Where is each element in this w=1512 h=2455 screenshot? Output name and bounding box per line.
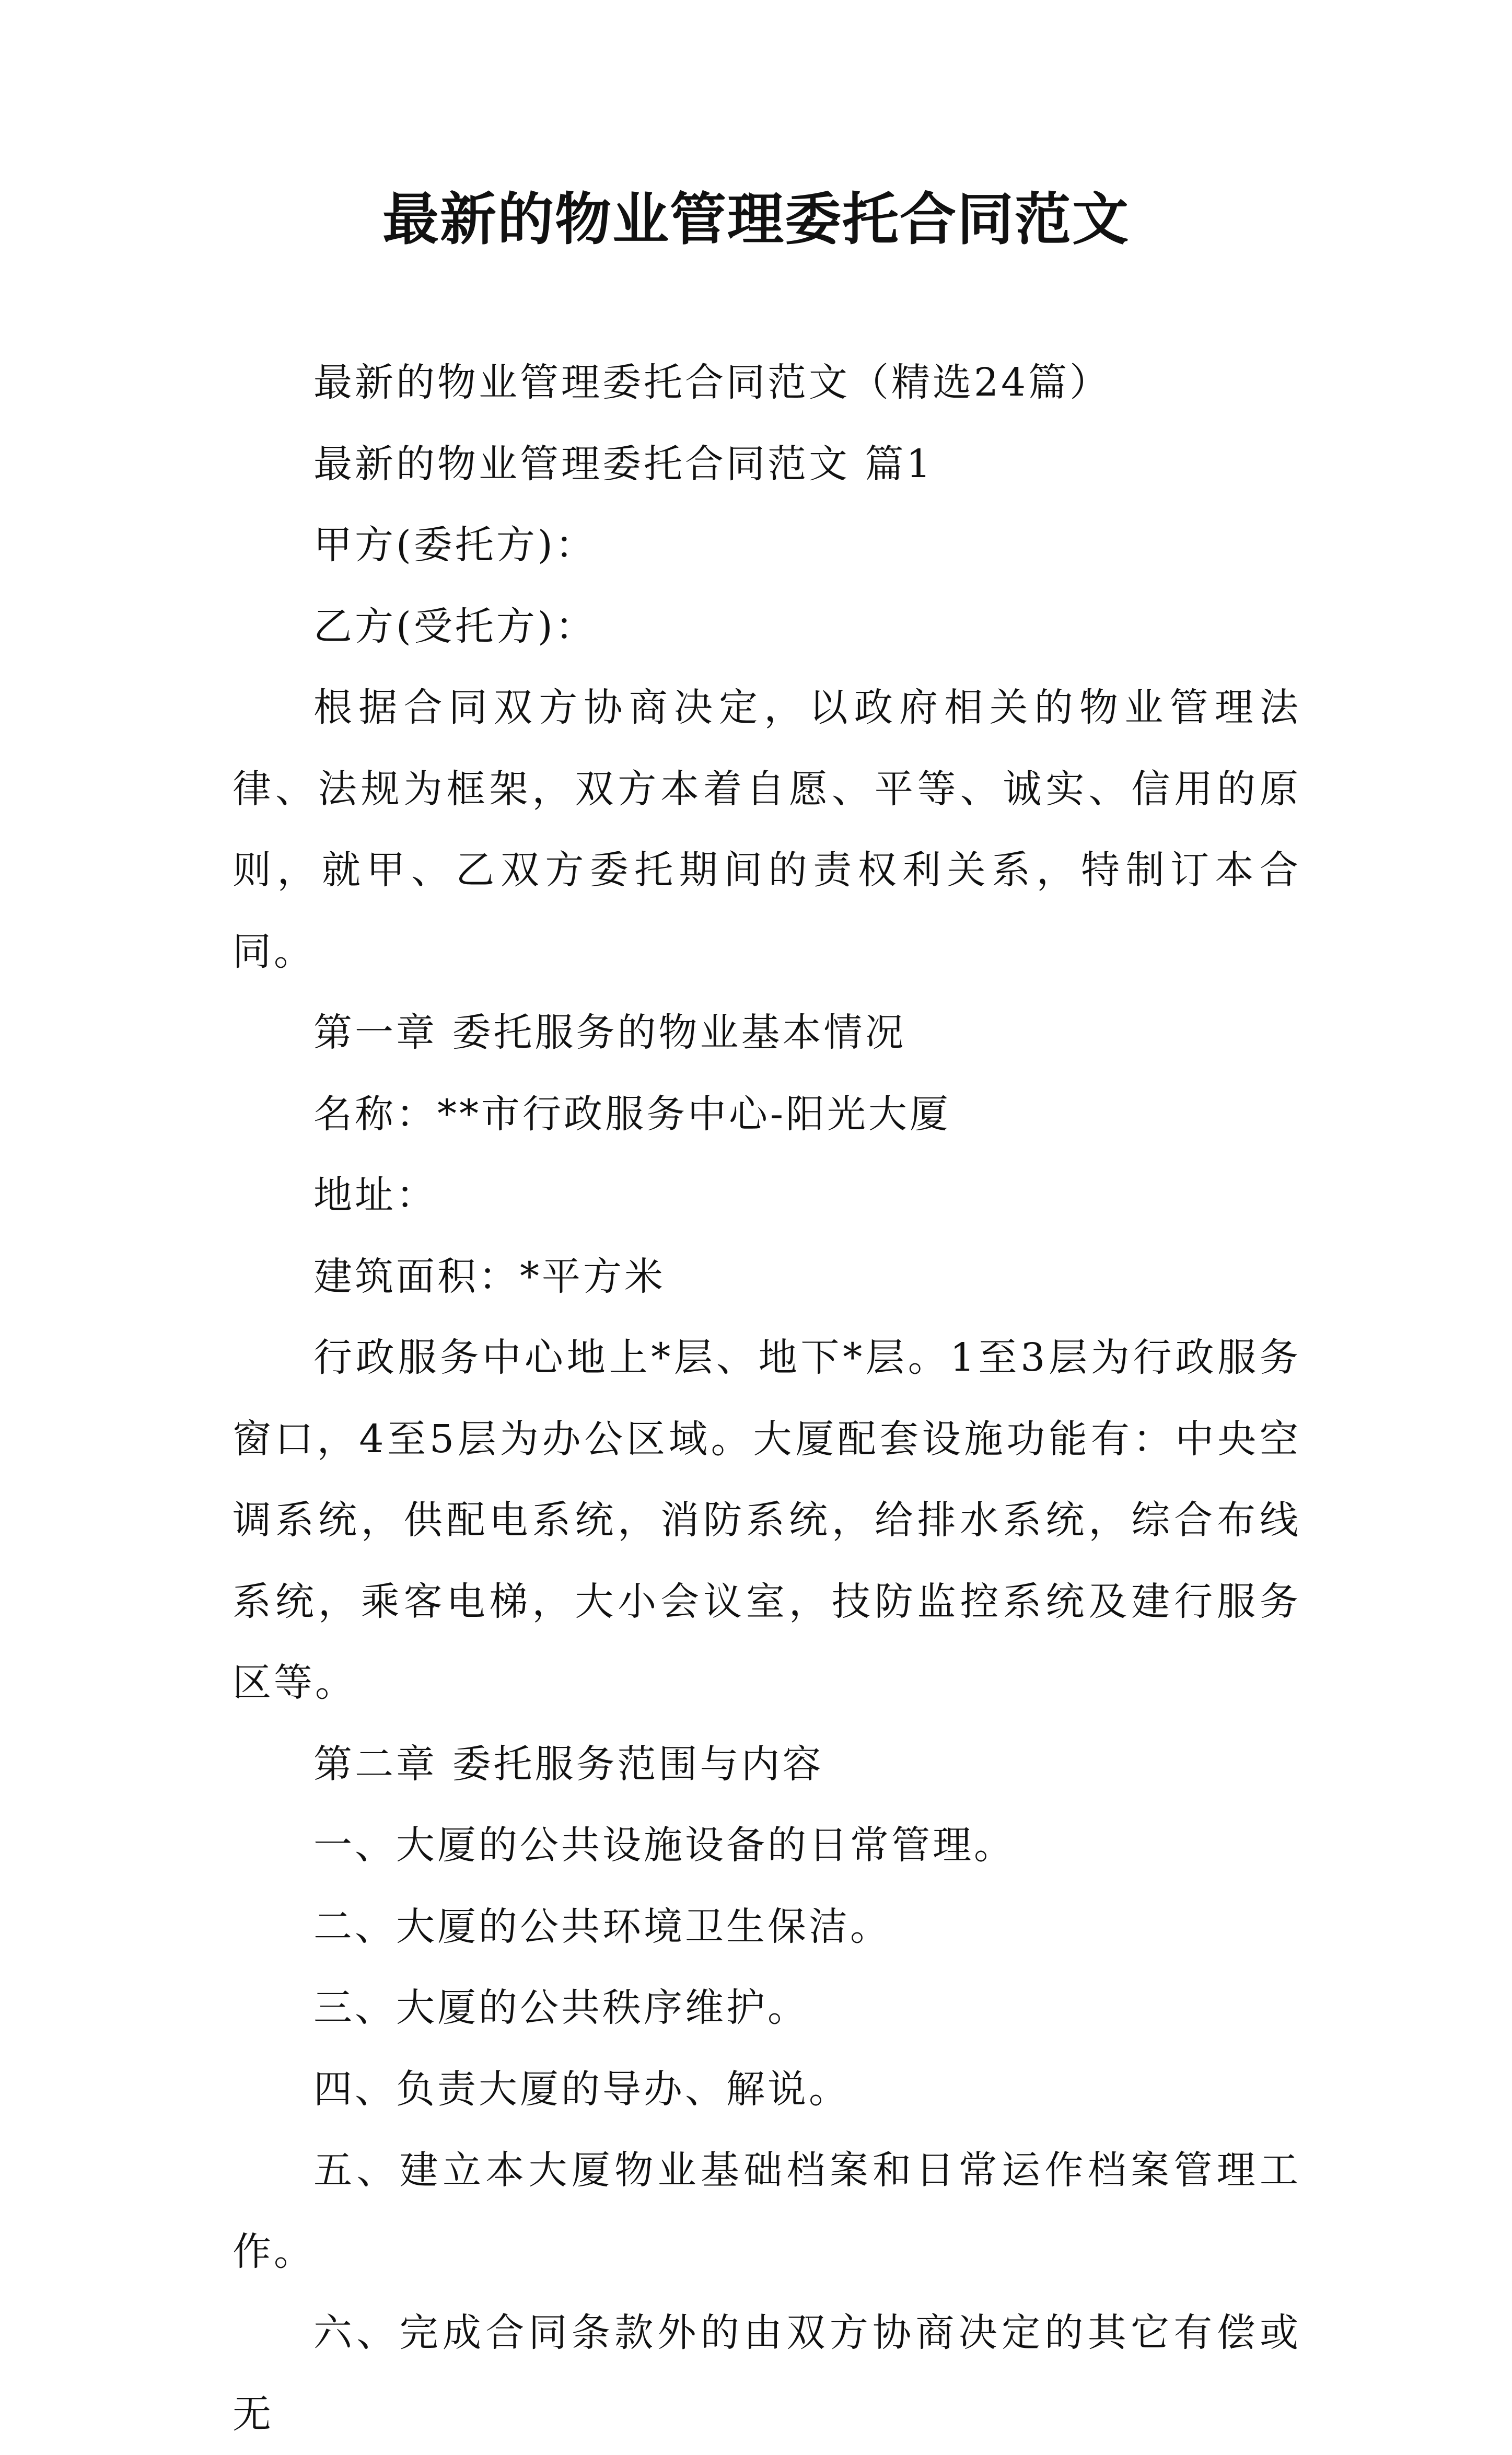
paragraph-subtitle: 最新的物业管理委托合同范文（精选24篇） <box>313 360 1111 405</box>
document-title: 最新的物业管理委托合同范文 <box>382 187 1130 252</box>
document-body <box>232 342 1301 2455</box>
paragraph-item-4: 四、负责大厦的导办、解说。 <box>313 2066 850 2112</box>
paragraph-chapter-1: 第一章 委托服务的物业基本情况 <box>313 1010 906 1055</box>
paragraph-preamble: 根据合同双方协商决定，以政府相关的物业管理法律、法规为框架，双方本着自愿、平等、诚实、信用的原则，就甲、乙双方委托期间的责权利关系，特制订本合同。 <box>232 685 1301 974</box>
paragraph-item-5: 五、建立本大厦物业基础档案和日常运作档案管理工作。 <box>232 2148 1301 2274</box>
paragraph-address: 地址： <box>313 1173 437 1218</box>
paragraph-floor-area: 建筑面积：*平方米 <box>313 1254 666 1299</box>
paragraph-chapter-2: 第二章 委托服务范围与内容 <box>313 1741 824 1787</box>
paragraph-building-description: 行政服务中心地上*层、地下*层。1至3层为行政服务窗口，4至5层为办公区域。大厦配套设施功能有：中央空调系统，供配电系统，消防系统，给排水系统，综合布线系统，乘客电梯，大小会议室，技防监控系统及建行服务区等。 <box>232 1335 1301 1705</box>
paragraph-party-b: 乙方(受托方)： <box>313 604 597 649</box>
paragraph-item-2: 二、大厦的公共环境卫生保洁。 <box>313 1904 891 1949</box>
paragraph-section-heading: 最新的物业管理委托合同范文 篇1 <box>313 441 934 487</box>
paragraph-party-a: 甲方(委托方)： <box>313 523 597 568</box>
paragraph-name: 名称：**市行政服务中心-阳光大厦 <box>313 1091 951 1137</box>
paragraph-item-3: 三、大厦的公共秩序维护。 <box>313 1985 809 2030</box>
paragraph-item-1: 一、大厦的公共设施设备的日常管理。 <box>313 1823 1015 1868</box>
paragraph-item-6: 六、完成合同条款外的由双方协商决定的其它有偿或无 <box>232 2310 1301 2437</box>
